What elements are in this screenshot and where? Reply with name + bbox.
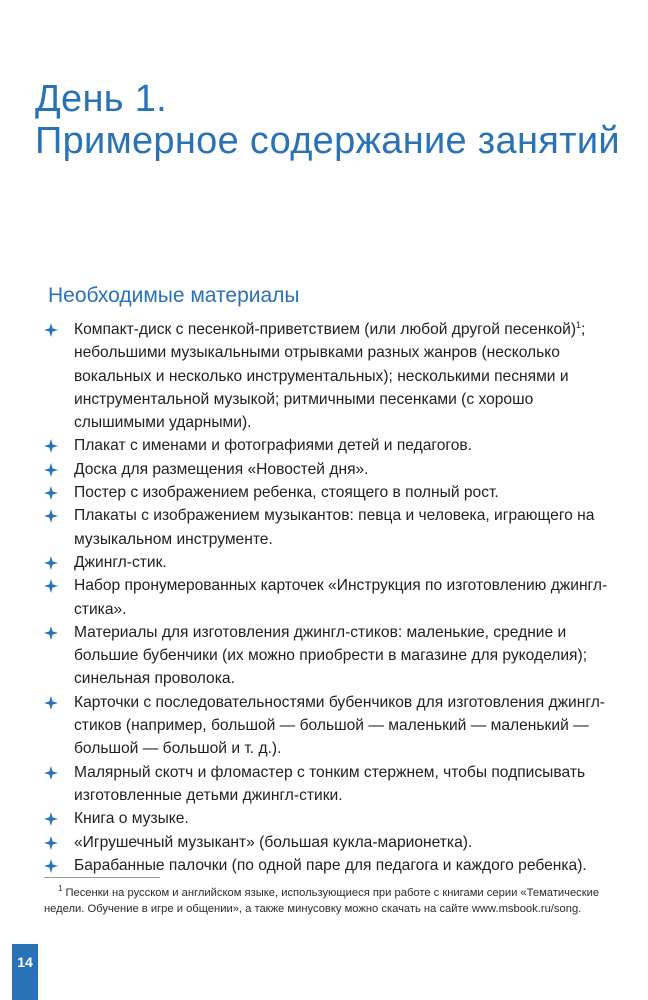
footnote-text: Песенки на русском и английском языке, использующиеся при работе с книгами серии «Тематические недели. Обучение в игре и общении», а также минусовку можно скачать на сайте www.msbook.ru/song. <box>44 887 600 915</box>
four-point-star-icon <box>44 551 62 574</box>
four-point-star-icon <box>44 831 62 854</box>
four-point-star-icon <box>44 761 62 784</box>
title-line-1: День 1. <box>35 78 168 120</box>
four-point-star-icon <box>44 854 62 877</box>
footnote-divider <box>44 877 160 878</box>
list-item <box>44 551 620 574</box>
four-point-star-icon <box>44 318 62 341</box>
list-item <box>44 574 620 621</box>
list-item-text-continued: ; небольшими музыкальными отрывками разных жанров (несколько вокальных и несколько инструментальных); несколькими песнями и инструментальной музыкой; ритмичными песенками (с хорошо слышимыми ударными). <box>74 321 586 432</box>
list-item-text: «Игрушечный музыкант» (большая кукла-марионетка). <box>74 833 473 851</box>
list-item-text: Барабанные палочки (по одной паре для педагога и каждого ребенка). <box>74 856 587 874</box>
materials-list <box>44 318 620 877</box>
four-point-star-icon <box>44 807 62 830</box>
footnote-reference[interactable]: 1 <box>576 319 582 330</box>
list-item <box>44 761 620 808</box>
list-item-text: Плакат с именами и фотографиями детей и педагогов. <box>74 437 473 455</box>
list-item-text: Постер с изображением ребенка, стоящего в полный рост. <box>74 484 499 502</box>
list-item <box>44 621 620 691</box>
list-item <box>44 481 620 504</box>
list-item <box>44 807 620 830</box>
list-item <box>44 458 620 481</box>
four-point-star-icon <box>44 621 62 644</box>
list-item <box>44 831 620 854</box>
page-title <box>35 78 625 162</box>
four-point-star-icon <box>44 574 62 597</box>
list-item-text: Книга о музыке. <box>74 810 189 828</box>
list-item-text: Плакаты с изображением музыкантов: певца и человека, играющего на музыкальном инструменте. <box>74 507 595 548</box>
list-item <box>44 318 620 434</box>
list-item-text: Джингл-стик. <box>74 553 167 571</box>
four-point-star-icon <box>44 691 62 714</box>
page-number-tab <box>12 944 38 1000</box>
list-item-text: Набор пронумерованных карточек «Инструкция по изготовлению джингл-стика». <box>74 577 608 618</box>
list-item-text: Малярный скотч и фломастер с тонким стержнем, чтобы подписывать изготовленные детьми джингл-стики. <box>74 763 586 804</box>
list-item-text: Карточки с последовательностями бубенчиков для изготовления джингл-стиков (например, большой — большой — маленький — маленький — большой — большой и т. д.). <box>74 693 605 758</box>
list-item-text: Материалы для изготовления джингл-стиков: маленькие, средние и большие бубенчики (их можно приобрести в магазине для рукоделия); синельная проволока. <box>74 623 588 688</box>
list-item <box>44 854 620 877</box>
four-point-star-icon <box>44 458 62 481</box>
list-item <box>44 691 620 761</box>
four-point-star-icon <box>44 481 62 504</box>
footnote <box>44 886 624 917</box>
title-line-2: Примерное содержание занятий <box>35 120 620 162</box>
list-item <box>44 504 620 551</box>
four-point-star-icon <box>44 434 62 457</box>
footnote-mark: 1 <box>58 884 63 894</box>
list-item <box>44 434 620 457</box>
list-item-text: Компакт-диск с песенкой-приветствием (или любой другой песенкой) <box>74 321 577 338</box>
page-number: 14 <box>17 954 33 970</box>
list-item-text: Доска для размещения «Новостей дня». <box>74 460 369 478</box>
section-heading: Необходимые материалы <box>48 284 300 307</box>
four-point-star-icon <box>44 504 62 527</box>
